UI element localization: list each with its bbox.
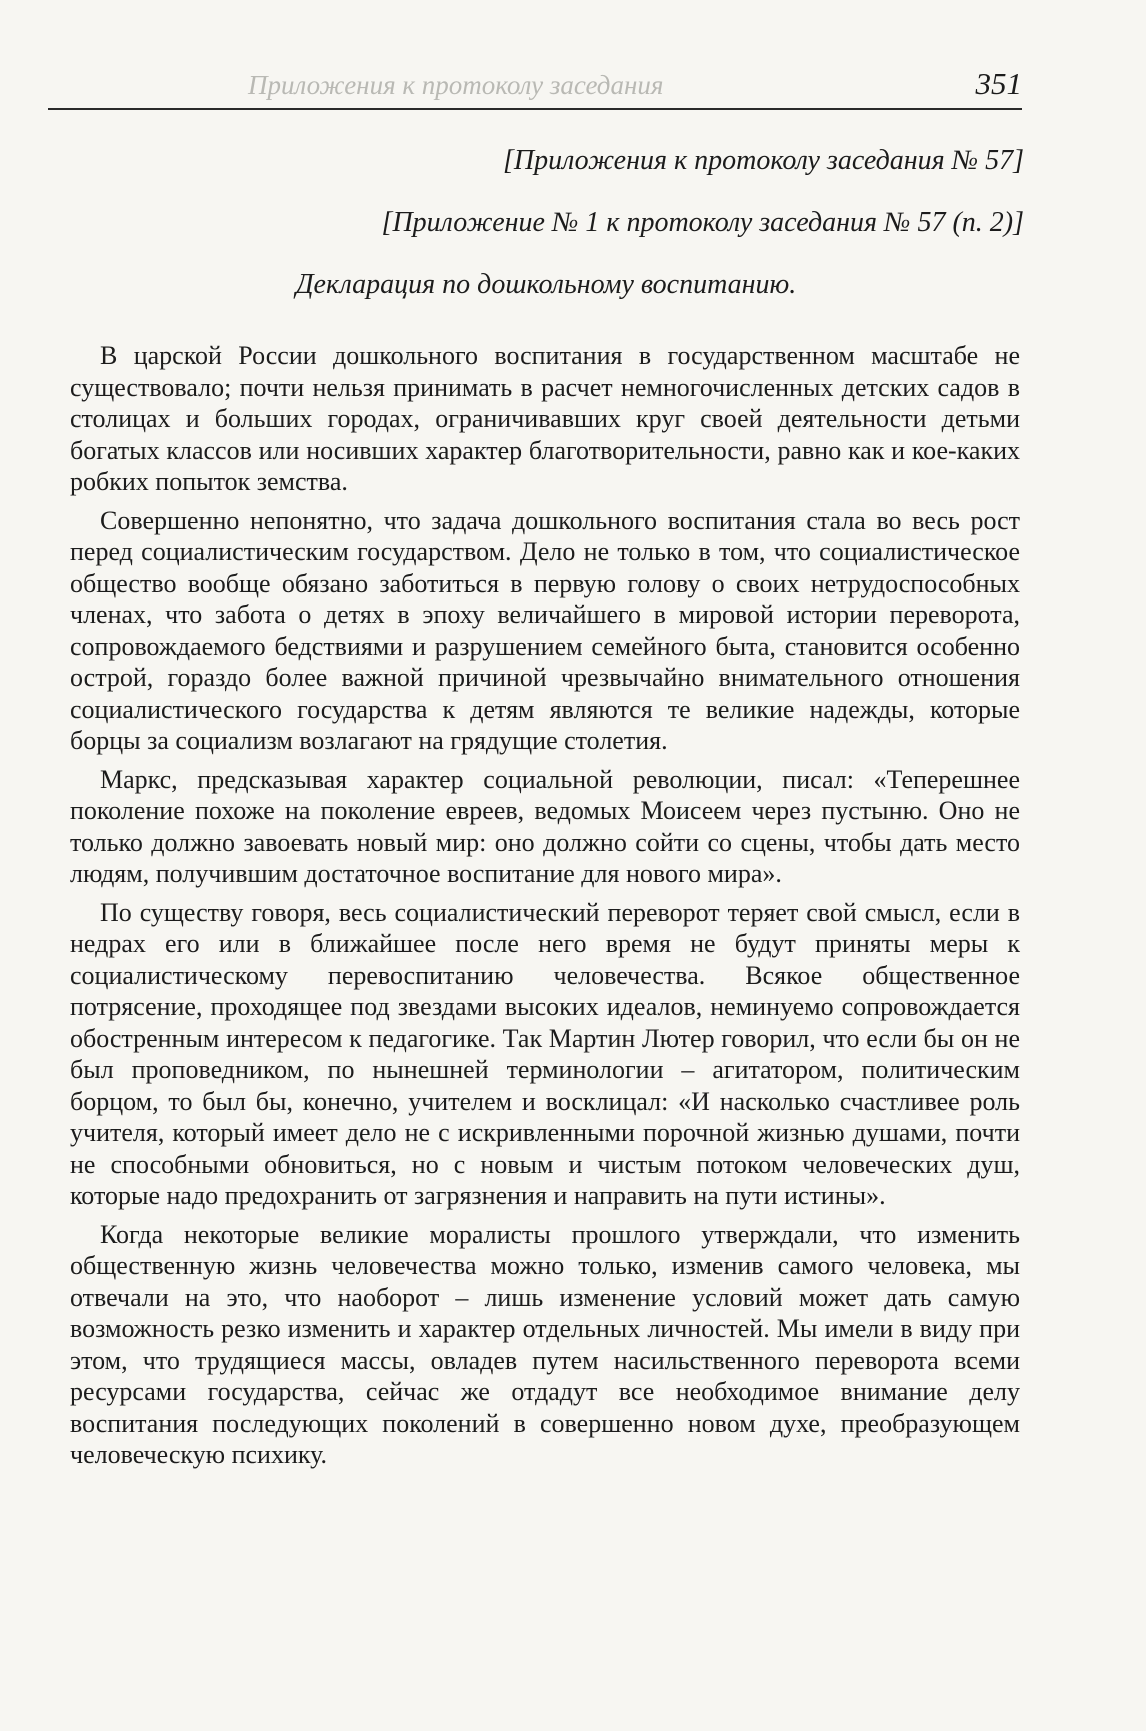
running-header [48,60,1022,110]
appendices-heading: [Приложения к протоколу заседания № 57] [503,145,1024,176]
declaration-title: Декларация по дошкольному воспитанию. [295,269,797,300]
page-number: 351 [975,66,1022,101]
paragraph: Когда некоторые великие моралисты прошлого утверждали, что изменить общественную жизнь человечества можно только, изменив самого человека, мы отвечали на это, что наоборот – лишь изменение условий может дать самую возможность резко изменить и характер отдельных личностей. Мы имели в виду при этом, что трудящиеся массы, овладев путем насильственного переворота всеми ресурсами государства, сейчас же отдадут все необходимое внимание делу воспитания последующих поколений в совершенно новом духе, преобразующем человеческую психику. [70,1219,1020,1469]
appendix-1-heading: [Приложение № 1 к протоколу заседания № 57 (п. 2)] [381,207,1024,238]
section-headings [48,144,1024,302]
paragraph: Маркс, предсказывая характер социальной революции, писал: «Теперешнее поколение похоже на поколение евреев, ведомых Моисеем через пустыню. Оно не только должно завоевать новый мир: оно должно сойти со сцены, чтобы дать место людям, получившим достаточное воспитание для нового мира». [70,764,1020,888]
paragraph: В царской России дошкольного воспитания в государственном масштабе не существовало; почти нельзя принимать в расчет немногочисленных детских садов в столицах и больших городах, ограничивавших круг своей деятельности детьми богатых классов или носивших характер благотворительности, равно как и кое-каких робких попыток земства. [70,341,1020,496]
body-text [70,340,1020,1478]
paragraph: Совершенно непонятно, что задача дошкольного воспитания стала во весь рост перед социалистическим государством. Дело не только в том, что социалистическое общество вообще обязано заботиться в первую голову о своих нетрудоспособных членах, что забота о детях в эпоху величайшего в мировой истории переворота, сопровождаемого бедствиями и разрушением семейного быта, становится особенно острой, гораздо более важной причиной чрезвычайно внимательного отношения социалистического государства к детям являются те великие надежды, которые борцы за социализм возлагают на грядущие столетия. [70,505,1020,755]
running-title: Приложения к протоколу заседания [248,70,664,100]
paragraph: По существу говоря, весь социалистический переворот теряет свой смысл, если в недрах его или в ближайшее после него время не будут приняты меры к социалистическому перевоспитанию человечества. Всякое общественное потрясение, проходящее под звездами высоких идеалов, неминуемо сопровождается обостренным интересом к педагогике. Так Мартин Лютер говорил, что если бы он не был проповедником, по нынешней терминологии – агитатором, политическим борцом, то был бы, конечно, учителем и восклицал: «И насколько счастливее роль учителя, который имеет дело не с искривленными порочной жизнью душами, почти не способными обновиться, но с новым и чистым потоком человеческих душ, которые надо предохранить от загрязнения и направить на пути истины». [70,897,1020,1210]
